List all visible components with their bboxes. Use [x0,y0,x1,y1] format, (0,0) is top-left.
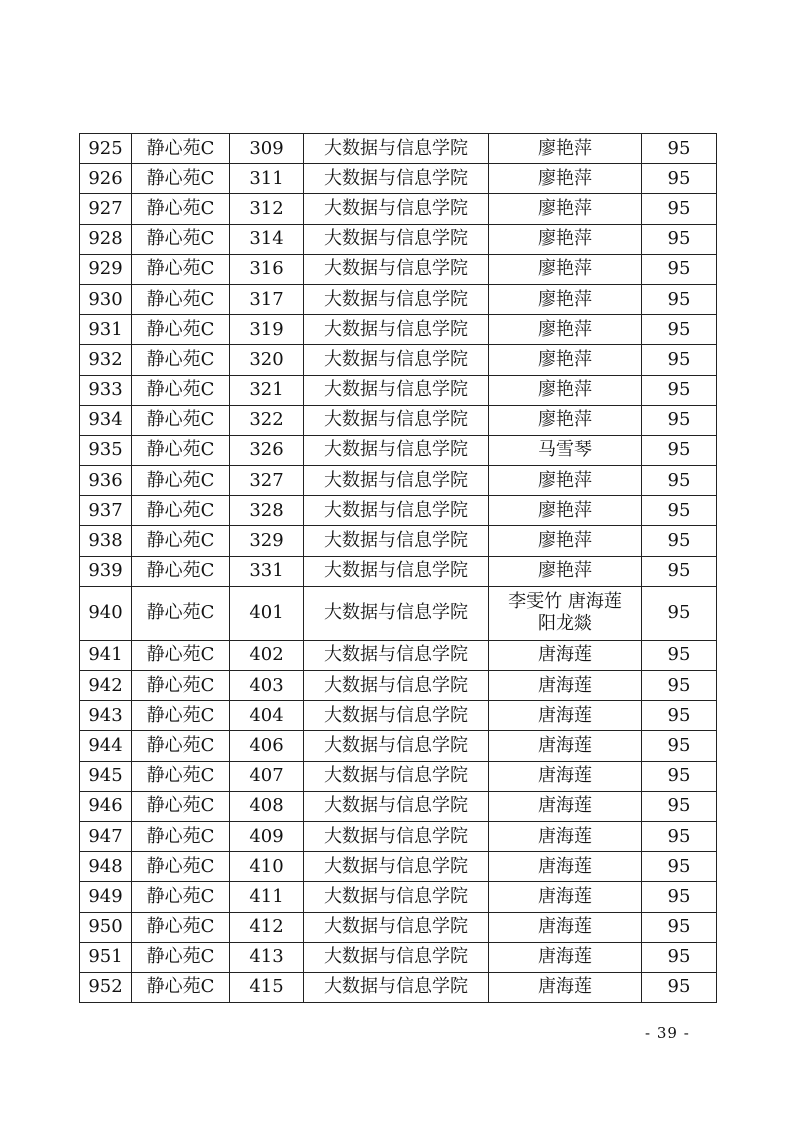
row-number-cell: 940 [80,586,132,640]
score-cell: 95 [642,556,717,586]
room-number-cell: 410 [230,852,304,882]
administrator-cell [489,912,642,942]
administrator-cell [489,345,642,375]
row-number-cell: 935 [80,435,132,465]
building-cell: 静心苑C [132,224,230,254]
score-cell: 95 [642,526,717,556]
room-number-cell: 327 [230,466,304,496]
administrator-name: 唐海莲 [538,976,592,998]
table-row [80,701,717,731]
row-number-cell: 942 [80,671,132,701]
administrator-cell [489,640,642,670]
room-number-cell: 402 [230,640,304,670]
building-cell: 静心苑C [132,731,230,761]
administrator-name: 唐海莲 [538,704,592,726]
score-cell: 95 [642,164,717,194]
score-cell: 95 [642,134,717,164]
score-cell: 95 [642,852,717,882]
row-number-cell: 950 [80,912,132,942]
building-cell: 静心苑C [132,942,230,972]
building-cell: 静心苑C [132,284,230,314]
administrator-cell [489,821,642,851]
administrator-cell [489,852,642,882]
room-number-cell: 412 [230,912,304,942]
building-cell: 静心苑C [132,315,230,345]
row-number-cell: 925 [80,134,132,164]
table-row [80,224,717,254]
row-number-cell: 941 [80,640,132,670]
administrator-cell [489,466,642,496]
row-number-cell: 926 [80,164,132,194]
building-cell: 静心苑C [132,972,230,1002]
row-number-cell: 927 [80,194,132,224]
room-number-cell: 406 [230,731,304,761]
administrator-name: 廖艳萍 [538,318,592,340]
building-cell: 静心苑C [132,791,230,821]
building-cell: 静心苑C [132,852,230,882]
administrator-name: 廖艳萍 [538,228,592,250]
room-number-cell: 411 [230,882,304,912]
administrator-cell [489,942,642,972]
row-number-cell: 934 [80,405,132,435]
building-cell: 静心苑C [132,466,230,496]
building-cell: 静心苑C [132,761,230,791]
college-cell: 大数据与信息学院 [304,405,489,435]
room-number-cell: 409 [230,821,304,851]
college-cell: 大数据与信息学院 [304,134,489,164]
table-row [80,912,717,942]
administrator-name: 唐海莲 [538,916,592,938]
college-cell: 大数据与信息学院 [304,224,489,254]
administrator-cell [489,761,642,791]
score-cell: 95 [642,640,717,670]
building-cell: 静心苑C [132,556,230,586]
row-number-cell: 947 [80,821,132,851]
room-number-cell: 403 [230,671,304,701]
score-cell: 95 [642,405,717,435]
row-number-cell: 949 [80,882,132,912]
row-number-cell: 952 [80,972,132,1002]
administrator-cell [489,496,642,526]
room-number-cell: 326 [230,435,304,465]
score-cell: 95 [642,345,717,375]
score-cell: 95 [642,972,717,1002]
administrator-name: 廖艳萍 [538,530,592,552]
administrator-name: 唐海莲 [538,885,592,907]
administrator-name: 廖艳萍 [538,288,592,310]
administrator-cell [489,731,642,761]
college-cell: 大数据与信息学院 [304,315,489,345]
score-cell: 95 [642,315,717,345]
room-number-cell: 408 [230,791,304,821]
row-number-cell: 945 [80,761,132,791]
row-number-cell: 944 [80,731,132,761]
table-row [80,435,717,465]
room-number-cell: 314 [230,224,304,254]
administrator-name: 唐海莲 [538,946,592,968]
college-cell: 大数据与信息学院 [304,435,489,465]
administrator-name: 李雯竹 唐海莲 [508,591,622,613]
table-row [80,164,717,194]
building-cell: 静心苑C [132,134,230,164]
administrator-cell [489,556,642,586]
score-cell: 95 [642,791,717,821]
college-cell: 大数据与信息学院 [304,345,489,375]
row-number-cell: 932 [80,345,132,375]
administrator-name: 廖艳萍 [538,379,592,401]
administrator-name: 廖艳萍 [538,499,592,521]
row-number-cell: 936 [80,466,132,496]
building-cell: 静心苑C [132,671,230,701]
table-body [80,134,717,1003]
administrator-cell [489,284,642,314]
building-cell: 静心苑C [132,405,230,435]
row-number-cell: 937 [80,496,132,526]
table-row [80,942,717,972]
room-number-cell: 413 [230,942,304,972]
table-row [80,466,717,496]
room-number-cell: 311 [230,164,304,194]
row-number-cell: 946 [80,791,132,821]
score-cell: 95 [642,821,717,851]
college-cell: 大数据与信息学院 [304,852,489,882]
table-row [80,315,717,345]
room-number-cell: 321 [230,375,304,405]
row-number-cell: 938 [80,526,132,556]
row-number-cell: 939 [80,556,132,586]
row-number-cell: 948 [80,852,132,882]
administrator-cell [489,254,642,284]
page-number: - 39 - [645,1024,690,1042]
building-cell: 静心苑C [132,640,230,670]
college-cell: 大数据与信息学院 [304,821,489,851]
row-number-cell: 931 [80,315,132,345]
table-row [80,345,717,375]
administrator-name: 马雪琴 [538,439,592,461]
administrator-cell [489,526,642,556]
score-cell: 95 [642,254,717,284]
administrator-name: 唐海莲 [538,765,592,787]
table-row [80,134,717,164]
score-cell: 95 [642,284,717,314]
room-number-cell: 320 [230,345,304,375]
college-cell: 大数据与信息学院 [304,791,489,821]
table-row [80,586,717,640]
building-cell: 静心苑C [132,586,230,640]
row-number-cell: 928 [80,224,132,254]
table-row [80,194,717,224]
table-row [80,791,717,821]
college-cell: 大数据与信息学院 [304,194,489,224]
building-cell: 静心苑C [132,882,230,912]
row-number-cell: 929 [80,254,132,284]
score-cell: 95 [642,912,717,942]
college-cell: 大数据与信息学院 [304,640,489,670]
administrator-name: 廖艳萍 [538,167,592,189]
administrator-cell [489,972,642,1002]
row-number-cell: 943 [80,701,132,731]
administrator-name: 廖艳萍 [538,258,592,280]
score-cell: 95 [642,224,717,254]
room-number-cell: 331 [230,556,304,586]
administrator-cell [489,315,642,345]
score-cell: 95 [642,761,717,791]
row-number-cell: 930 [80,284,132,314]
administrator-cell [489,164,642,194]
college-cell: 大数据与信息学院 [304,731,489,761]
table-row [80,821,717,851]
administrator-cell [489,435,642,465]
score-cell: 95 [642,731,717,761]
table-row [80,640,717,670]
table-row [80,496,717,526]
college-cell: 大数据与信息学院 [304,284,489,314]
room-number-cell: 316 [230,254,304,284]
administrator-name: 廖艳萍 [538,409,592,431]
room-number-cell: 401 [230,586,304,640]
administrator-name: 唐海莲 [538,795,592,817]
administrator-cell [489,194,642,224]
room-number-cell: 404 [230,701,304,731]
row-number-cell: 951 [80,942,132,972]
college-cell: 大数据与信息学院 [304,701,489,731]
building-cell: 静心苑C [132,254,230,284]
room-number-cell: 329 [230,526,304,556]
room-number-cell: 415 [230,972,304,1002]
table-row [80,405,717,435]
score-cell: 95 [642,701,717,731]
score-cell: 95 [642,194,717,224]
college-cell: 大数据与信息学院 [304,942,489,972]
college-cell: 大数据与信息学院 [304,761,489,791]
score-cell: 95 [642,375,717,405]
building-cell: 静心苑C [132,345,230,375]
building-cell: 静心苑C [132,912,230,942]
table-row [80,972,717,1002]
building-cell: 静心苑C [132,821,230,851]
administrator-name: 廖艳萍 [538,469,592,491]
room-number-cell: 322 [230,405,304,435]
administrator-name: 唐海莲 [538,644,592,666]
administrator-name: 廖艳萍 [538,137,592,159]
row-number-cell: 933 [80,375,132,405]
table-row [80,671,717,701]
building-cell: 静心苑C [132,194,230,224]
score-cell: 95 [642,466,717,496]
college-cell: 大数据与信息学院 [304,671,489,701]
administrator-name: 唐海莲 [538,674,592,696]
table-row [80,556,717,586]
building-cell: 静心苑C [132,701,230,731]
table-row [80,375,717,405]
administrator-name: 唐海莲 [538,855,592,877]
score-cell: 95 [642,496,717,526]
administrator-cell [489,405,642,435]
room-number-cell: 407 [230,761,304,791]
college-cell: 大数据与信息学院 [304,882,489,912]
college-cell: 大数据与信息学院 [304,496,489,526]
administrator-cell [489,134,642,164]
dormitory-score-table [79,133,717,1003]
college-cell: 大数据与信息学院 [304,164,489,194]
administrator-name: 阳龙燚 [538,613,592,635]
administrator-name: 唐海莲 [538,734,592,756]
room-number-cell: 317 [230,284,304,314]
table-row [80,731,717,761]
room-number-cell: 328 [230,496,304,526]
score-cell: 95 [642,586,717,640]
room-number-cell: 319 [230,315,304,345]
college-cell: 大数据与信息学院 [304,466,489,496]
administrator-cell [489,671,642,701]
college-cell: 大数据与信息学院 [304,375,489,405]
score-cell: 95 [642,671,717,701]
building-cell: 静心苑C [132,435,230,465]
administrator-cell [489,586,642,640]
room-number-cell: 309 [230,134,304,164]
table-row [80,852,717,882]
college-cell: 大数据与信息学院 [304,556,489,586]
college-cell: 大数据与信息学院 [304,254,489,284]
score-cell: 95 [642,942,717,972]
administrator-cell [489,375,642,405]
administrator-name: 廖艳萍 [538,197,592,219]
room-number-cell: 312 [230,194,304,224]
score-cell: 95 [642,435,717,465]
building-cell: 静心苑C [132,164,230,194]
administrator-cell [489,882,642,912]
administrator-name: 廖艳萍 [538,560,592,582]
administrator-cell [489,791,642,821]
college-cell: 大数据与信息学院 [304,586,489,640]
table-row [80,882,717,912]
table-row [80,254,717,284]
building-cell: 静心苑C [132,526,230,556]
score-cell: 95 [642,882,717,912]
building-cell: 静心苑C [132,496,230,526]
table-row [80,284,717,314]
college-cell: 大数据与信息学院 [304,912,489,942]
college-cell: 大数据与信息学院 [304,526,489,556]
administrator-name: 唐海莲 [538,825,592,847]
table-row [80,761,717,791]
building-cell: 静心苑C [132,375,230,405]
administrator-cell [489,701,642,731]
college-cell: 大数据与信息学院 [304,972,489,1002]
administrator-name: 廖艳萍 [538,348,592,370]
table-row [80,526,717,556]
administrator-cell [489,224,642,254]
